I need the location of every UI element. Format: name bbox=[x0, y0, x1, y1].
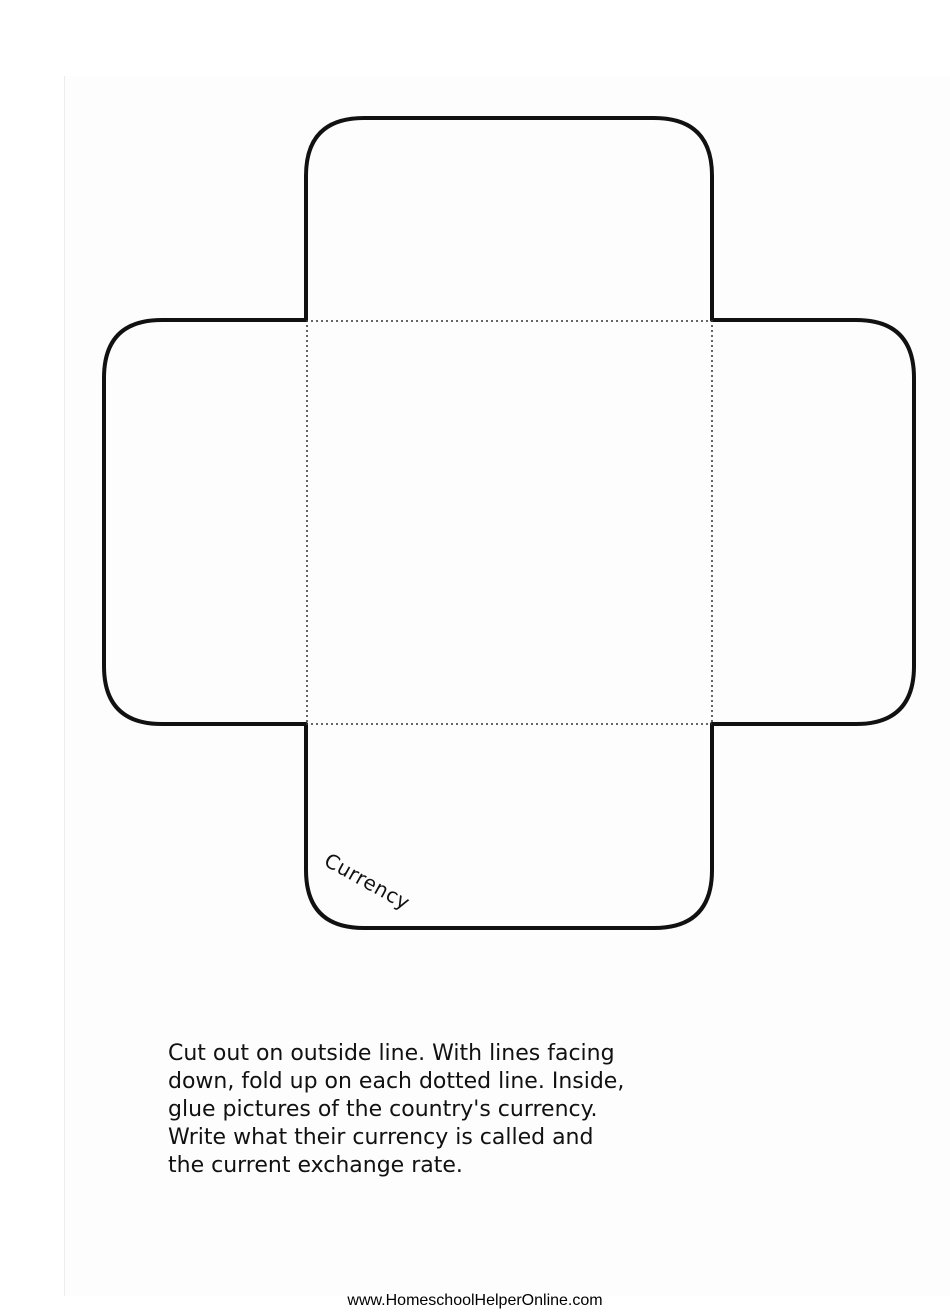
cut-outline bbox=[104, 118, 914, 928]
footer-url: www.HomeschoolHelperOnline.com bbox=[347, 1292, 603, 1309]
instruction-line: Cut out on outside line. With lines facing bbox=[168, 1041, 615, 1066]
instruction-line: glue pictures of the country's currency. bbox=[168, 1097, 598, 1122]
instruction-line: down, fold up on each dotted line. Inside, bbox=[168, 1069, 625, 1094]
flap-label: Currency bbox=[320, 848, 415, 915]
instruction-line: the current exchange rate. bbox=[168, 1153, 463, 1178]
instruction-line: Write what their currency is called and bbox=[168, 1125, 594, 1150]
fold-lines bbox=[306, 320, 712, 724]
instructions-text bbox=[168, 1040, 728, 1180]
